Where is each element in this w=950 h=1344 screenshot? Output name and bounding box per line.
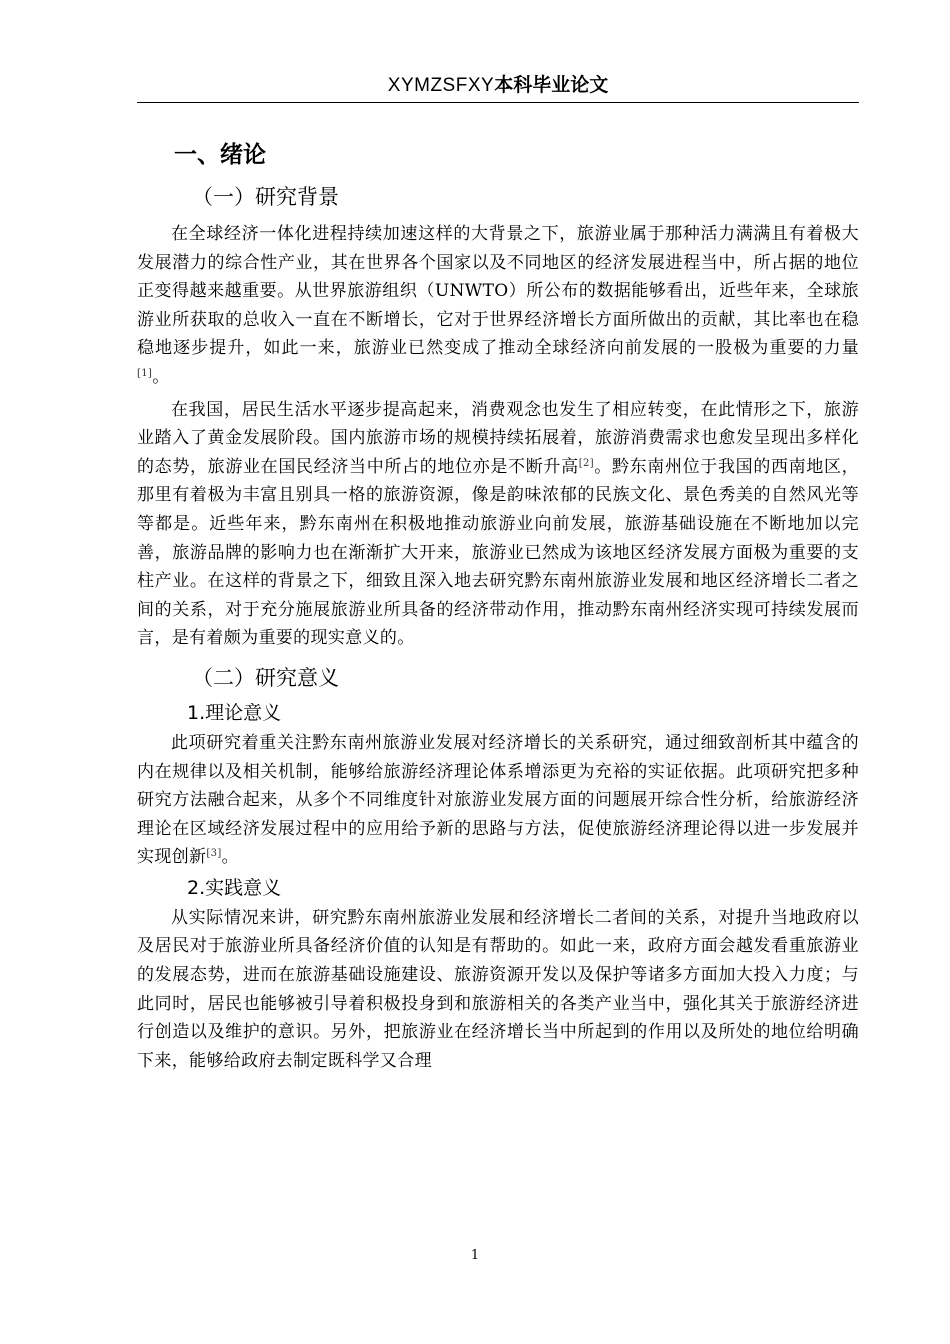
section-title-significance: （二）研究意义 <box>192 665 339 690</box>
page-number: 1 <box>470 1248 480 1263</box>
paragraph-background-1: 在全球经济一体化进程持续加速这样的大背景之下，旅游业属于那种活力满满且有着极大发展潜力的综合性产业，其在世界各个国家以及不同地区的经济发展进程当中，所占据的地位正变得越来越重要。从世界旅游组织（UNWTO）所公布的数据能够看出，近些年来，全球旅游业所获取的总收入一直在不断增长，它对于世界经济增长方面所做出的贡献，其比率也在稳稳地逐步提升，如此一来，旅游业已然变成了推动全球经济向前发展的一股极为重要的力量[1]。 <box>137 224 859 387</box>
paragraph-theory: 此项研究着重关注黔东南州旅游业发展对经济增长的关系研究，通过细致剖析其中蕴含的内在规律以及相关机制，能够给旅游经济理论体系增添更为充裕的实证依据。此项研究把多种研究方法融合起来，从多个不同维度针对旅游业发展方面的问题展开综合性分析，给旅游经济理论在区域经济发展过程中的应用给予新的思路与方法，促使旅游经济理论得以进一步发展并实现创新[3]。 <box>137 732 859 868</box>
header-code: XYMZSFXY <box>387 75 495 96</box>
header-title: 本科毕业论文 <box>494 74 609 96</box>
paragraph-practice: 从实际情况来讲，研究黔东南州旅游业发展和经济增长二者间的关系，对提升当地政府以及居民对于旅游业所具备经济价值的认知是有帮助的。如此一来，政府方面会越发看重旅游业的发展态势，进而在旅游基础设施建设、旅游资源开发以及保护等诸多方面加大投入力度；与此同时，居民也能够被引导着积极投身到和旅游相关的各类产业当中，强化其关于旅游经济进行创造以及维护的意识。另外，把旅游业在经济增长当中所起到的作用以及所处的地位给明确下来，能够给政府去制定既科学又合理 <box>137 907 859 1071</box>
paragraph-background-2: 在我国，居民生活水平逐步提高起来，消费观念也发生了相应转变，在此情形之下，旅游业踏入了黄金发展阶段。国内旅游市场的规模持续拓展着，旅游消费需求也愈发呈现出多样化的态势，旅游业在国民经济当中所占的地位亦是不断升高[2]。黔东南州位于我国的西南地区，那里有着极为丰富且别具一格的旅游资源，像是韵味浓郁的民族文化、景色秀美的自然风光等等都是。近些年来，黔东南州在积极地推动旅游业向前发展，旅游基础设施在不断地加以完善，旅游品牌的影响力也在渐渐扩大开来，旅游业已然成为该地区经济发展方面极为重要的支柱产业。在这样的背景之下，细致且深入地去研究黔东南州旅游业发展和地区经济增长二者之间的关系，对于充分施展旅游业所具备的经济带动作用，推动黔东南州经济实现可持续发展而言，是有着颇为重要的现实意义的。 <box>137 399 860 649</box>
running-header <box>137 70 859 103</box>
main-content <box>137 138 859 1075</box>
subsection-title-theory: 1.理论意义 <box>187 701 282 724</box>
section-title-background: （一）研究背景 <box>192 185 339 209</box>
chapter-title: 一、绪论 <box>174 142 266 168</box>
citation-ref: [2] <box>578 457 594 469</box>
subsection-title-practice: 2.实践意义 <box>187 876 282 899</box>
citation-ref: [1] <box>137 367 153 379</box>
citation-ref: [3] <box>206 848 222 860</box>
